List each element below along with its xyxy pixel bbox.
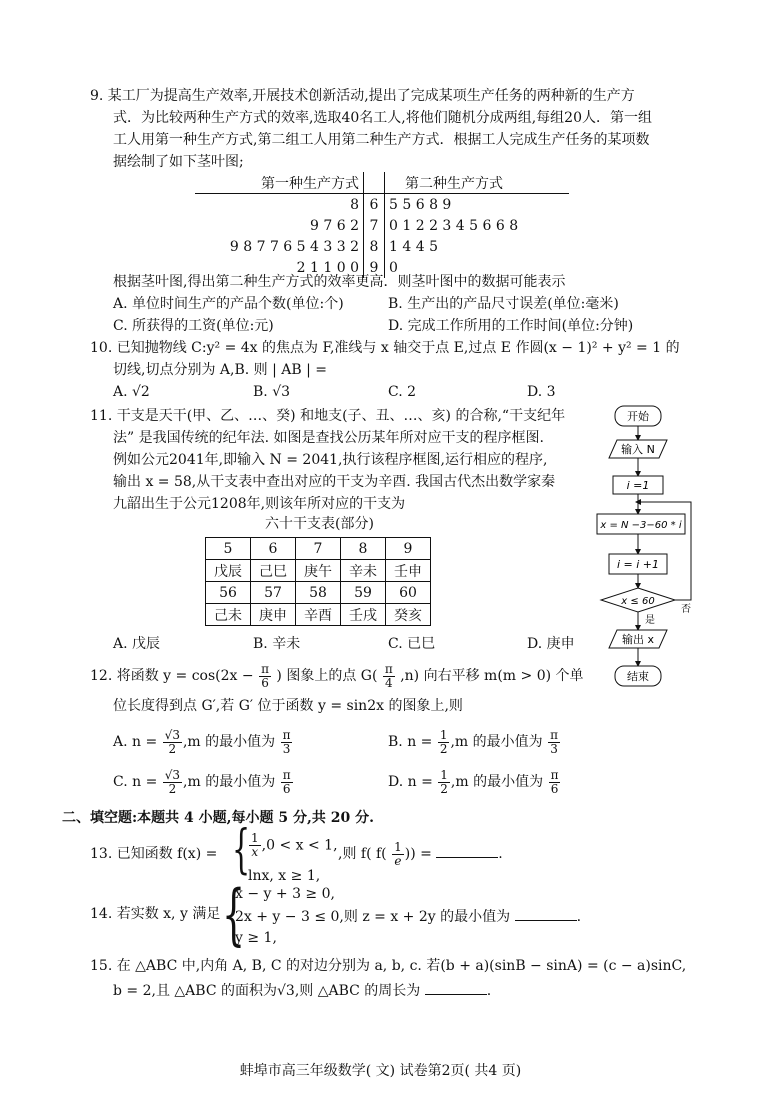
flow-input: 输入 N bbox=[621, 443, 655, 456]
flow-incr: i = i +1 bbox=[616, 558, 660, 571]
q10-option-d: D. 3 bbox=[527, 384, 556, 400]
q10-line1: 10. 已知抛物线 C:y² = 4x 的焦点为 F,准线与 x 轴交于点 E,过点 E 作圆(x − 1)² + y² = 1 的 bbox=[90, 340, 680, 356]
q10-option-c: C. 2 bbox=[388, 384, 417, 400]
q9-line4: 据绘制了如下茎叶图; bbox=[113, 154, 244, 170]
table-cell: 56 bbox=[206, 582, 251, 604]
q9-line3: 工人用第一种生产方式,第二组工人用第二种生产方式．根据工人完成生产任务的某项数 bbox=[113, 132, 650, 148]
frac-num: 1 bbox=[439, 727, 448, 742]
frac-num: π bbox=[550, 767, 559, 782]
stem-left: 2 1 1 0 0 bbox=[296, 259, 359, 276]
page-footer: 蚌埠市高三年级数学( 文) 试卷第2页( 共4 页) bbox=[239, 1063, 522, 1079]
q13-text: ,则 f( f( bbox=[338, 846, 387, 862]
table-cell: 8 bbox=[341, 538, 386, 560]
frac-num: π bbox=[384, 661, 393, 676]
stem: 7 bbox=[364, 215, 385, 236]
q13-post: ,则 f( f( $\frac{1}{e}$ )) = . bbox=[338, 839, 503, 868]
q14-c3: y ≥ 1, bbox=[235, 930, 277, 946]
answer-blank bbox=[436, 843, 498, 858]
q14-pre: 14. 若实数 x, y 满足 bbox=[90, 906, 221, 922]
frac-den: 4 bbox=[385, 675, 393, 690]
q11-option-d: D. 庚申 bbox=[527, 636, 575, 652]
flow-start: 开始 bbox=[627, 410, 649, 423]
opt-text: C. n = bbox=[113, 774, 158, 790]
frac-den: 6 bbox=[550, 781, 559, 796]
stem-header-left: 第一种生产方式 bbox=[261, 175, 359, 192]
flow-no: 否 bbox=[681, 604, 691, 615]
stem-left: 9 7 6 2 bbox=[310, 217, 359, 234]
frac-num: π bbox=[282, 767, 291, 782]
q11-line3: 例如公元2041年,即输入 N = 2041,执行该程序框图,运行相应的程序, bbox=[113, 452, 548, 468]
q12-option-b bbox=[388, 728, 561, 756]
q11-option-b: B. 辛未 bbox=[253, 636, 301, 652]
table-cell: 戊辰 bbox=[206, 560, 251, 582]
fraction bbox=[281, 729, 293, 756]
stem-right: 5 5 6 8 9 bbox=[389, 196, 452, 213]
brace: { bbox=[222, 876, 246, 953]
q13-pre: 13. 已知函数 f(x) = bbox=[90, 846, 218, 862]
frac-den: 3 bbox=[282, 741, 291, 756]
table-cell: 壬戌 bbox=[341, 604, 386, 626]
table-cell: 5 bbox=[206, 538, 251, 560]
fraction bbox=[438, 769, 450, 796]
stem-left: 8 bbox=[350, 196, 359, 213]
q12-option-d bbox=[388, 768, 561, 796]
fraction bbox=[163, 769, 182, 796]
stem-right: 1 4 4 5 bbox=[389, 238, 438, 255]
table-cell: 庚午 bbox=[296, 560, 341, 582]
stem-right: 0 1 2 2 3 4 5 6 6 8 bbox=[389, 217, 519, 234]
frac-den: 6 bbox=[261, 675, 269, 690]
stem-header-right: 第二种生产方式 bbox=[405, 175, 503, 192]
q12-post: ,n) 向右平移 m(m > 0) 个单 bbox=[400, 668, 584, 684]
table-cell: 57 bbox=[251, 582, 296, 604]
frac-num: 1 bbox=[394, 839, 402, 854]
stem: 8 bbox=[364, 236, 385, 257]
ganzhi-table-title: 六十干支表(部分) bbox=[265, 516, 374, 532]
q13-text: )) = bbox=[404, 846, 432, 862]
frac-num: √3 bbox=[164, 767, 181, 782]
q12-option-a bbox=[113, 728, 293, 756]
flowchart bbox=[595, 402, 707, 694]
q9-line1: 9. 某工厂为提高生产效率,开展技术创新活动,提出了完成某项生产任务的两种新的生产方 bbox=[90, 88, 635, 104]
table-cell: 己巳 bbox=[251, 560, 296, 582]
q11-line4: 输出 x = 58,从干支表中查出对应的干支为辛酉. 我国古代杰出数学家秦 bbox=[113, 474, 556, 490]
fraction bbox=[163, 729, 182, 756]
stem-right: 0 bbox=[389, 259, 398, 276]
q14-text: 2x + y − 3 ≤ 0,则 z = x + 2y 的最小值为 bbox=[235, 909, 511, 925]
q12-line1 bbox=[90, 662, 584, 690]
opt-text: ,m 的最小值为 bbox=[450, 734, 543, 750]
table-cell: 庚申 bbox=[251, 604, 296, 626]
frac-den: 2 bbox=[168, 781, 177, 796]
frac-num: π bbox=[261, 661, 269, 676]
q11-line1: 11. 干支是天干(甲、乙、…、癸) 和地支(子、丑、…、亥) 的合称,“干支纪年 bbox=[90, 408, 566, 424]
flow-end: 结束 bbox=[627, 670, 649, 683]
table-cell: 9 bbox=[386, 538, 431, 560]
opt-text: ,m 的最小值为 bbox=[450, 774, 544, 790]
frac-den: 6 bbox=[282, 781, 291, 796]
opt-text: B. n = bbox=[388, 734, 433, 750]
frac-den: x bbox=[251, 845, 259, 859]
fraction bbox=[259, 663, 271, 690]
q12-line2: 位长度得到点 G′,若 G′ 位于函数 y = sin2x 的图象上,则 bbox=[113, 698, 463, 714]
table-cell: 6 bbox=[251, 538, 296, 560]
q9-option-a: A. 单位时间生产的产品个数(单位:个) bbox=[113, 296, 344, 312]
stem-leaf-plot bbox=[195, 172, 569, 278]
table-cell: 癸亥 bbox=[386, 604, 431, 626]
q12-pre: 12. 将函数 y = cos(2x − bbox=[90, 668, 254, 684]
fraction bbox=[392, 841, 404, 868]
table-cell: 己未 bbox=[206, 604, 251, 626]
frac-num: π bbox=[550, 727, 559, 742]
q9-option-d: D. 完成工作所用的工作时间(单位:分钟) bbox=[388, 318, 634, 334]
q13-case1 bbox=[248, 832, 338, 859]
frac-den: 3 bbox=[550, 741, 558, 756]
opt-text: ,m 的最小值为 bbox=[182, 734, 276, 750]
flow-output: 输出 x bbox=[621, 633, 655, 646]
frac-num: √3 bbox=[164, 727, 180, 742]
frac-num: 1 bbox=[251, 831, 259, 845]
table-cell: 辛酉 bbox=[296, 604, 341, 626]
fraction bbox=[549, 769, 561, 796]
q12-option-c bbox=[113, 768, 294, 796]
table-cell: 60 bbox=[386, 582, 431, 604]
case-text: ,0 < x < 1, bbox=[261, 837, 338, 854]
table-cell: 辛未 bbox=[341, 560, 386, 582]
frac-num: 1 bbox=[440, 767, 448, 782]
fraction bbox=[383, 663, 395, 690]
q11-option-c: C. 已巳 bbox=[388, 636, 436, 652]
table-cell: 58 bbox=[296, 582, 341, 604]
section-heading: 二、填空题:本题共 4 小题,每小题 5 分,共 20 分. bbox=[62, 810, 374, 826]
opt-text: ,m 的最小值为 bbox=[183, 774, 276, 790]
q10-option-b: B. √3 bbox=[253, 384, 291, 400]
flow-init: i =1 bbox=[626, 479, 650, 492]
q9-option-c: C. 所获得的工资(单位:元) bbox=[113, 318, 274, 334]
opt-text: A. n = bbox=[113, 734, 158, 750]
q10-line2: 切线,切点分别为 A,B. 则 | AB | = bbox=[113, 362, 328, 378]
q13-case2: lnx, x ≥ 1, bbox=[248, 868, 321, 884]
fraction bbox=[548, 729, 560, 756]
q11-line5: 九韶出生于公元1208年,则该年所对应的干支为 bbox=[113, 496, 406, 512]
frac-den: 2 bbox=[439, 741, 448, 756]
frac-den: 2 bbox=[440, 781, 448, 796]
brace: { bbox=[232, 820, 251, 880]
q11-option-a: A. 戊辰 bbox=[113, 636, 161, 652]
flow-yes: 是 bbox=[645, 615, 655, 626]
q9-line2: 式．为比较两种生产方式的效率,选取40名工人,将他们随机分成两组,每组20人．第一组 bbox=[113, 110, 652, 126]
q15-text: b = 2,且 △ABC 的面积为√3,则 △ABC 的周长为 bbox=[113, 983, 421, 999]
flow-assign: x = N −3−60 * i bbox=[600, 520, 682, 531]
q9-option-b: B. 生产出的产品尺寸误差(单位:毫米) bbox=[388, 296, 619, 312]
q15-line1: 15. 在 △ABC 中,内角 A, B, C 的对边分别为 a, b, c. 若(b + a)(sinB − sinA) = (c − a)sinC, bbox=[90, 958, 687, 974]
q10-option-a: A. √2 bbox=[113, 384, 150, 400]
stem: 9 bbox=[364, 257, 385, 278]
fraction bbox=[438, 729, 450, 756]
frac-den: 2 bbox=[168, 741, 177, 756]
ganzhi-table bbox=[205, 537, 431, 626]
opt-text: D. n = bbox=[388, 774, 433, 790]
table-cell: 壬申 bbox=[386, 560, 431, 582]
q9-line5: 根据茎叶图,得出第二种生产方式的效率更高．则茎叶图中的数据可能表示 bbox=[113, 274, 566, 290]
answer-blank bbox=[515, 906, 577, 921]
q11-line2: 法” 是我国传统的纪年法. 如图是查找公历某年所对应干支的程序框图. bbox=[113, 430, 544, 446]
stem-left: 9 8 7 7 6 5 4 3 3 2 bbox=[229, 238, 359, 255]
frac-num: π bbox=[282, 727, 291, 742]
q15-line2: b = 2,且 △ABC 的面积为√3,则 △ABC 的周长为 . bbox=[113, 980, 491, 1001]
fraction bbox=[249, 832, 261, 859]
table-cell: 7 bbox=[296, 538, 341, 560]
table-cell: 59 bbox=[341, 582, 386, 604]
fraction bbox=[281, 769, 293, 796]
frac-den: e bbox=[394, 853, 402, 868]
q14-c2: 2x + y − 3 ≤ 0,则 z = x + 2y 的最小值为 . bbox=[235, 906, 581, 927]
q14-c1: x − y + 3 ≥ 0, bbox=[235, 886, 335, 902]
flow-cond: x ≤ 60 bbox=[621, 596, 655, 607]
q12-mid: ) 图象上的点 G( bbox=[276, 668, 378, 684]
answer-blank bbox=[425, 980, 487, 995]
stem: 6 bbox=[364, 194, 385, 216]
